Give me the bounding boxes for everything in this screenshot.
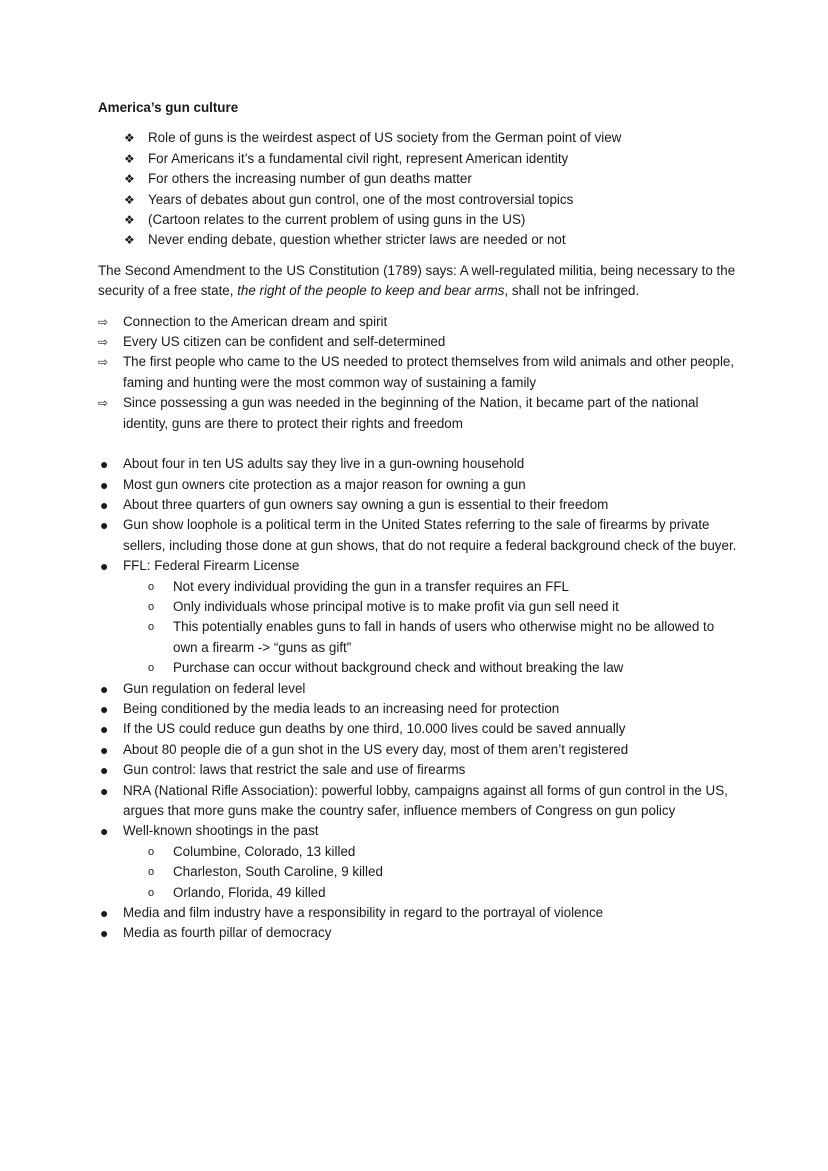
ffl-sublist	[123, 577, 738, 679]
bullet-icon: ●	[100, 823, 109, 840]
list-item: ❖ For others the increasing number of gun deaths matter	[98, 169, 738, 189]
list-item: ⇨ Since possessing a gun was needed in the beginning of the Nation, it became part of the national identity, guns are there to protect their rights and freedom	[98, 395, 699, 431]
sub-list-item: o Only individuals whose principal motive is to make profit via gun sell need it	[98, 597, 738, 617]
circle-bullet-icon: o	[148, 866, 155, 879]
list-item: ● Media and film industry have a responsibility in regard to the portrayal of violence	[98, 903, 738, 923]
list-item: ● Being conditioned by the media leads to an increasing need for protection	[98, 699, 738, 719]
sub-list-item: o Charleston, South Caroline, 9 killed	[98, 862, 738, 882]
arrow-bullet-icon: ⇨	[98, 335, 109, 350]
list-item: ● Well-known shootings in the past o Columbine, Colorado, 13 killed o Charleston, South Caroline, 9 killed o Orlando, Florida, 49 killed	[98, 821, 738, 903]
sub-list-item: o Purchase can occur without background check and without breaking the law	[98, 658, 738, 678]
circle-bullet-icon: o	[148, 580, 155, 593]
bullet-icon: ●	[100, 762, 109, 779]
list-item: ● About 80 people die of a gun shot in the US every day, most of them aren’t registered	[98, 740, 738, 760]
intro-list	[98, 128, 738, 250]
circle-bullet-icon: o	[148, 600, 155, 613]
list-item: ● Most gun owners cite protection as a major reason for owning a gun	[98, 475, 738, 495]
list-item: ⇨ Every US citizen can be confident and self-determined	[98, 332, 738, 352]
bullet-icon: ●	[100, 558, 109, 575]
list-item: ⇨ The first people who came to the US needed to protect themselves from wild animals and other people, faming and hunting were the most common way of sustaining a family	[98, 354, 735, 390]
list-item: ● FFL: Federal Firearm License o Not every individual providing the gun in a transfer requires an FFL o Only individuals whose principal motive is to make profit via gun sell need it o This potentially enables guns to fall in hands of users who otherwise might no be allowed to own a firearm -> “guns as gift” o Purchase can occur without background check and without breaking the law	[98, 556, 738, 678]
circle-bullet-icon: o	[148, 886, 155, 899]
sub-list-item: o This potentially enables guns to fall in hands of users who otherwise might no be allowed to own a firearm -> “guns as gift”	[148, 619, 715, 655]
list-item: ❖ For Americans it’s a fundamental civil right, represent American identity	[98, 149, 738, 169]
list-item: ❖ (Cartoon relates to the current problem of using guns in the US)	[98, 210, 738, 230]
list-item: ● Media as fourth pillar of democracy	[98, 923, 738, 943]
diamond-bullet-icon: ❖	[124, 131, 135, 146]
bullet-icon: ●	[100, 700, 109, 717]
list-item: ● If the US could reduce gun deaths by one third, 10.000 lives could be saved annually	[98, 719, 738, 739]
circle-bullet-icon: o	[148, 662, 155, 675]
bullet-icon: ●	[100, 925, 109, 942]
diamond-bullet-icon: ❖	[124, 233, 135, 248]
bullet-icon: ●	[100, 517, 109, 534]
sub-list-item: o Orlando, Florida, 49 killed	[98, 883, 738, 903]
document-title: America’s gun culture	[98, 100, 239, 115]
sub-list-item: o Not every individual providing the gun in a transfer requires an FFL	[98, 577, 738, 597]
list-item: ● Gun show loophole is a political term in the United States referring to the sale of firearms by private sellers, including those done at gun shows, that do not require a federal background check of the buyer.	[100, 517, 737, 553]
list-item: ● About four in ten US adults say they live in a gun-owning household	[98, 454, 738, 474]
arrow-bullet-icon: ⇨	[98, 396, 109, 411]
list-item: ❖ Years of debates about gun control, one of the most controversial topics	[98, 190, 738, 210]
list-item: ● Gun regulation on federal level	[98, 679, 738, 699]
bullet-icon: ●	[100, 476, 109, 493]
arrow-bullet-icon: ⇨	[98, 355, 109, 370]
amendment-paragraph: The Second Amendment to the US Constitution (1789) says: A well-regulated militia, being necessary to the security of a free state, the right of the people to keep and bear arms, shall not be infringed.	[98, 262, 736, 299]
diamond-bullet-icon: ❖	[124, 151, 135, 166]
bullet-icon: ●	[100, 721, 109, 738]
list-item: ❖ Never ending debate, question whether stricter laws are needed or not	[98, 230, 738, 250]
arrow-list	[98, 312, 738, 434]
facts-list	[98, 454, 738, 944]
amendment-quote: the right of the people to keep and bear arms	[237, 283, 505, 299]
bullet-icon: ●	[100, 741, 109, 758]
bullet-icon: ●	[100, 496, 109, 513]
bullet-icon: ●	[100, 456, 109, 473]
diamond-bullet-icon: ❖	[124, 172, 135, 187]
list-item: ⇨ Connection to the American dream and spirit	[98, 312, 738, 332]
list-item: ● NRA (National Rifle Association): powerful lobby, campaigns against all forms of gun control in the US, argues that more guns make the country safer, influence members of Congress on gun policy	[100, 782, 728, 818]
bullet-icon: ●	[100, 680, 109, 697]
bullet-icon: ●	[100, 905, 109, 922]
shootings-sublist	[123, 842, 738, 903]
arrow-bullet-icon: ⇨	[98, 314, 109, 329]
list-item: ● About three quarters of gun owners say owning a gun is essential to their freedom	[98, 495, 738, 515]
list-item: ● Gun control: laws that restrict the sale and use of firearms	[98, 760, 738, 780]
circle-bullet-icon: o	[148, 621, 155, 634]
diamond-bullet-icon: ❖	[124, 213, 135, 228]
sub-list-item: o Columbine, Colorado, 13 killed	[98, 842, 738, 862]
list-item: ❖ Role of guns is the weirdest aspect of US society from the German point of view	[98, 128, 738, 148]
bullet-icon: ●	[100, 782, 109, 799]
circle-bullet-icon: o	[148, 845, 155, 858]
diamond-bullet-icon: ❖	[124, 192, 135, 207]
